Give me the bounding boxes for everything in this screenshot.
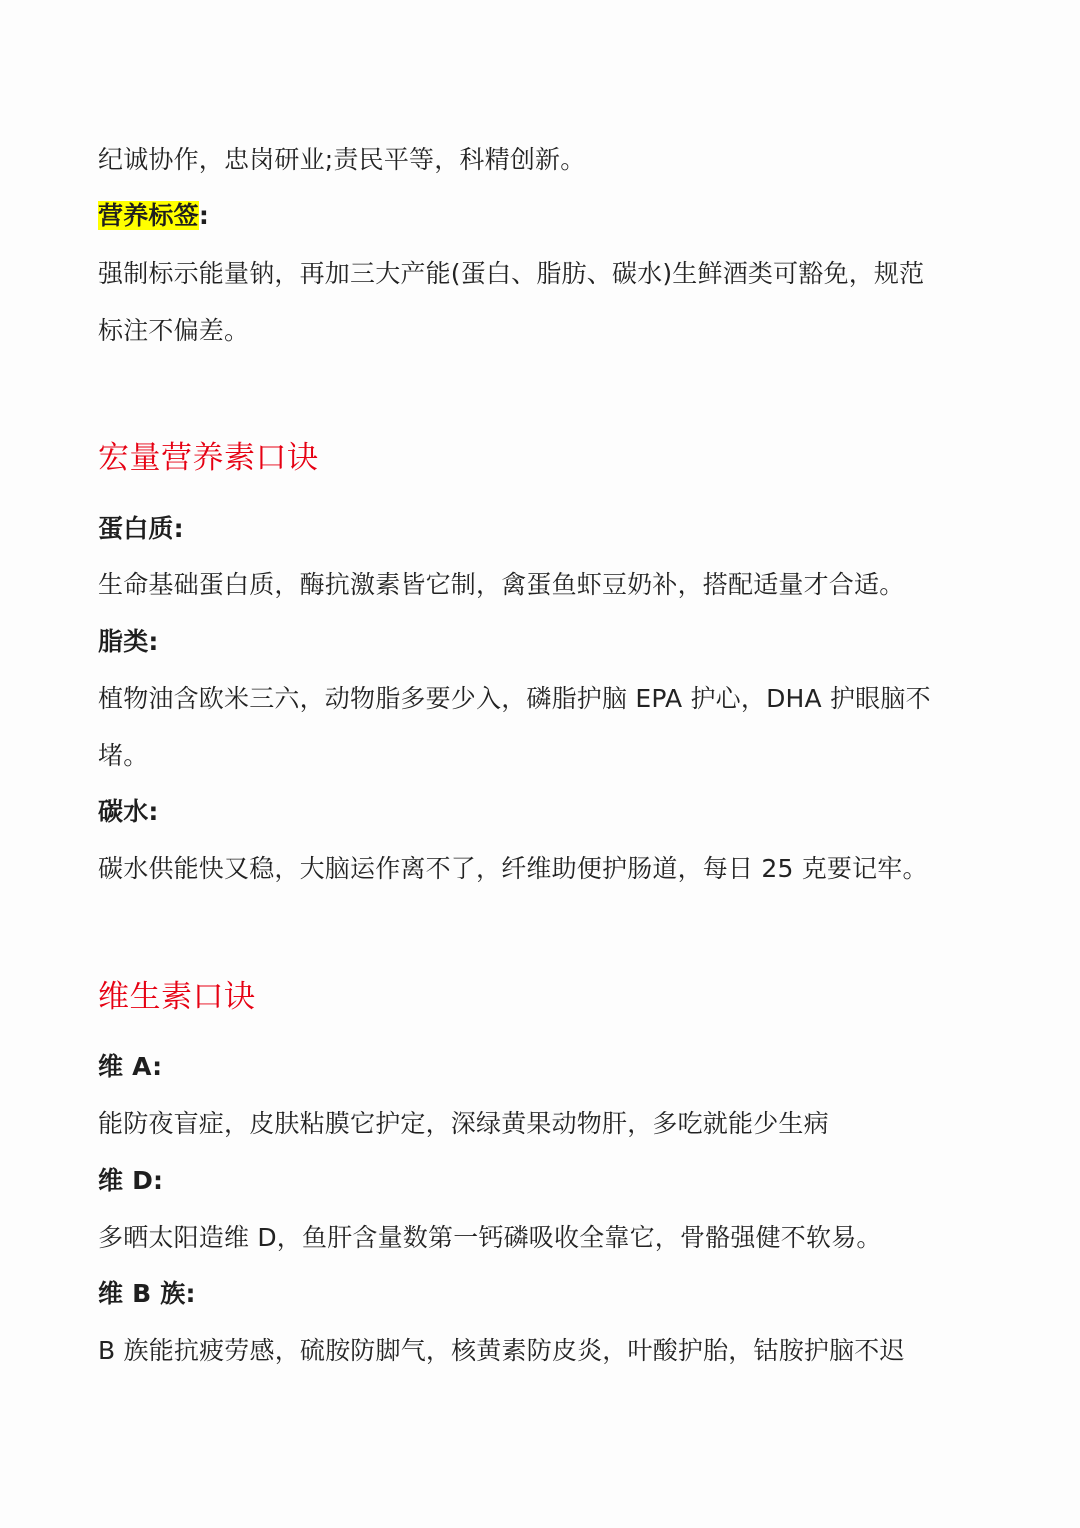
nutrition-label-title-highlight: 营养标签 xyxy=(98,201,199,230)
nutrition-label-text-line1: 强制标示能量钠，再加三大产能(蛋白、脂肪、碳水)生鲜酒类可豁免，规范 xyxy=(98,259,925,288)
nutrition-label-heading xyxy=(98,196,998,236)
protein-label: 蛋白质: xyxy=(98,514,184,543)
vitamin-b-text: B 族能抗疲劳感，硫胺防脚气，核黄素防皮炎，叶酸护胎，钴胺护脑不迟 xyxy=(98,1336,905,1365)
vitamins-heading: 维生素口诀 xyxy=(98,979,256,1015)
fat-label: 脂类: xyxy=(98,627,159,656)
vitamin-a-label: 维 A: xyxy=(98,1052,163,1081)
vitamin-b-label: 维 B 族: xyxy=(98,1279,196,1308)
motto-line: 纪诚协作，忠岗研业;责民平等，科精创新。 xyxy=(98,145,586,174)
vitamin-d-label: 维 D: xyxy=(98,1166,164,1195)
nutrition-label-text-line2: 标注不偏差。 xyxy=(98,316,250,345)
macronutrients-heading: 宏量营养素口诀 xyxy=(98,440,319,476)
vitamin-d-text: 多晒太阳造维 D，鱼肝含量数第一钙磷吸收全靠它，骨骼强健不软易。 xyxy=(98,1223,882,1252)
nutrition-label-colon: : xyxy=(198,201,210,230)
fat-text-line2: 堵。 xyxy=(98,741,149,770)
carbs-text: 碳水供能快又稳，大脑运作离不了，纤维助便护肠道，每日 25 克要记牢。 xyxy=(98,854,928,883)
carbs-label: 碳水: xyxy=(98,797,159,826)
fat-text-line1: 植物油含欧米三六，动物脂多要少入，磷脂护脑 EPA 护心，DHA 护眼脑不 xyxy=(98,684,931,713)
vitamin-a-text: 能防夜盲症，皮肤粘膜它护定，深绿黄果动物肝，多吃就能少生病 xyxy=(98,1109,829,1138)
protein-text: 生命基础蛋白质，酶抗激素皆它制，禽蛋鱼虾豆奶补，搭配适量才合适。 xyxy=(98,570,905,599)
